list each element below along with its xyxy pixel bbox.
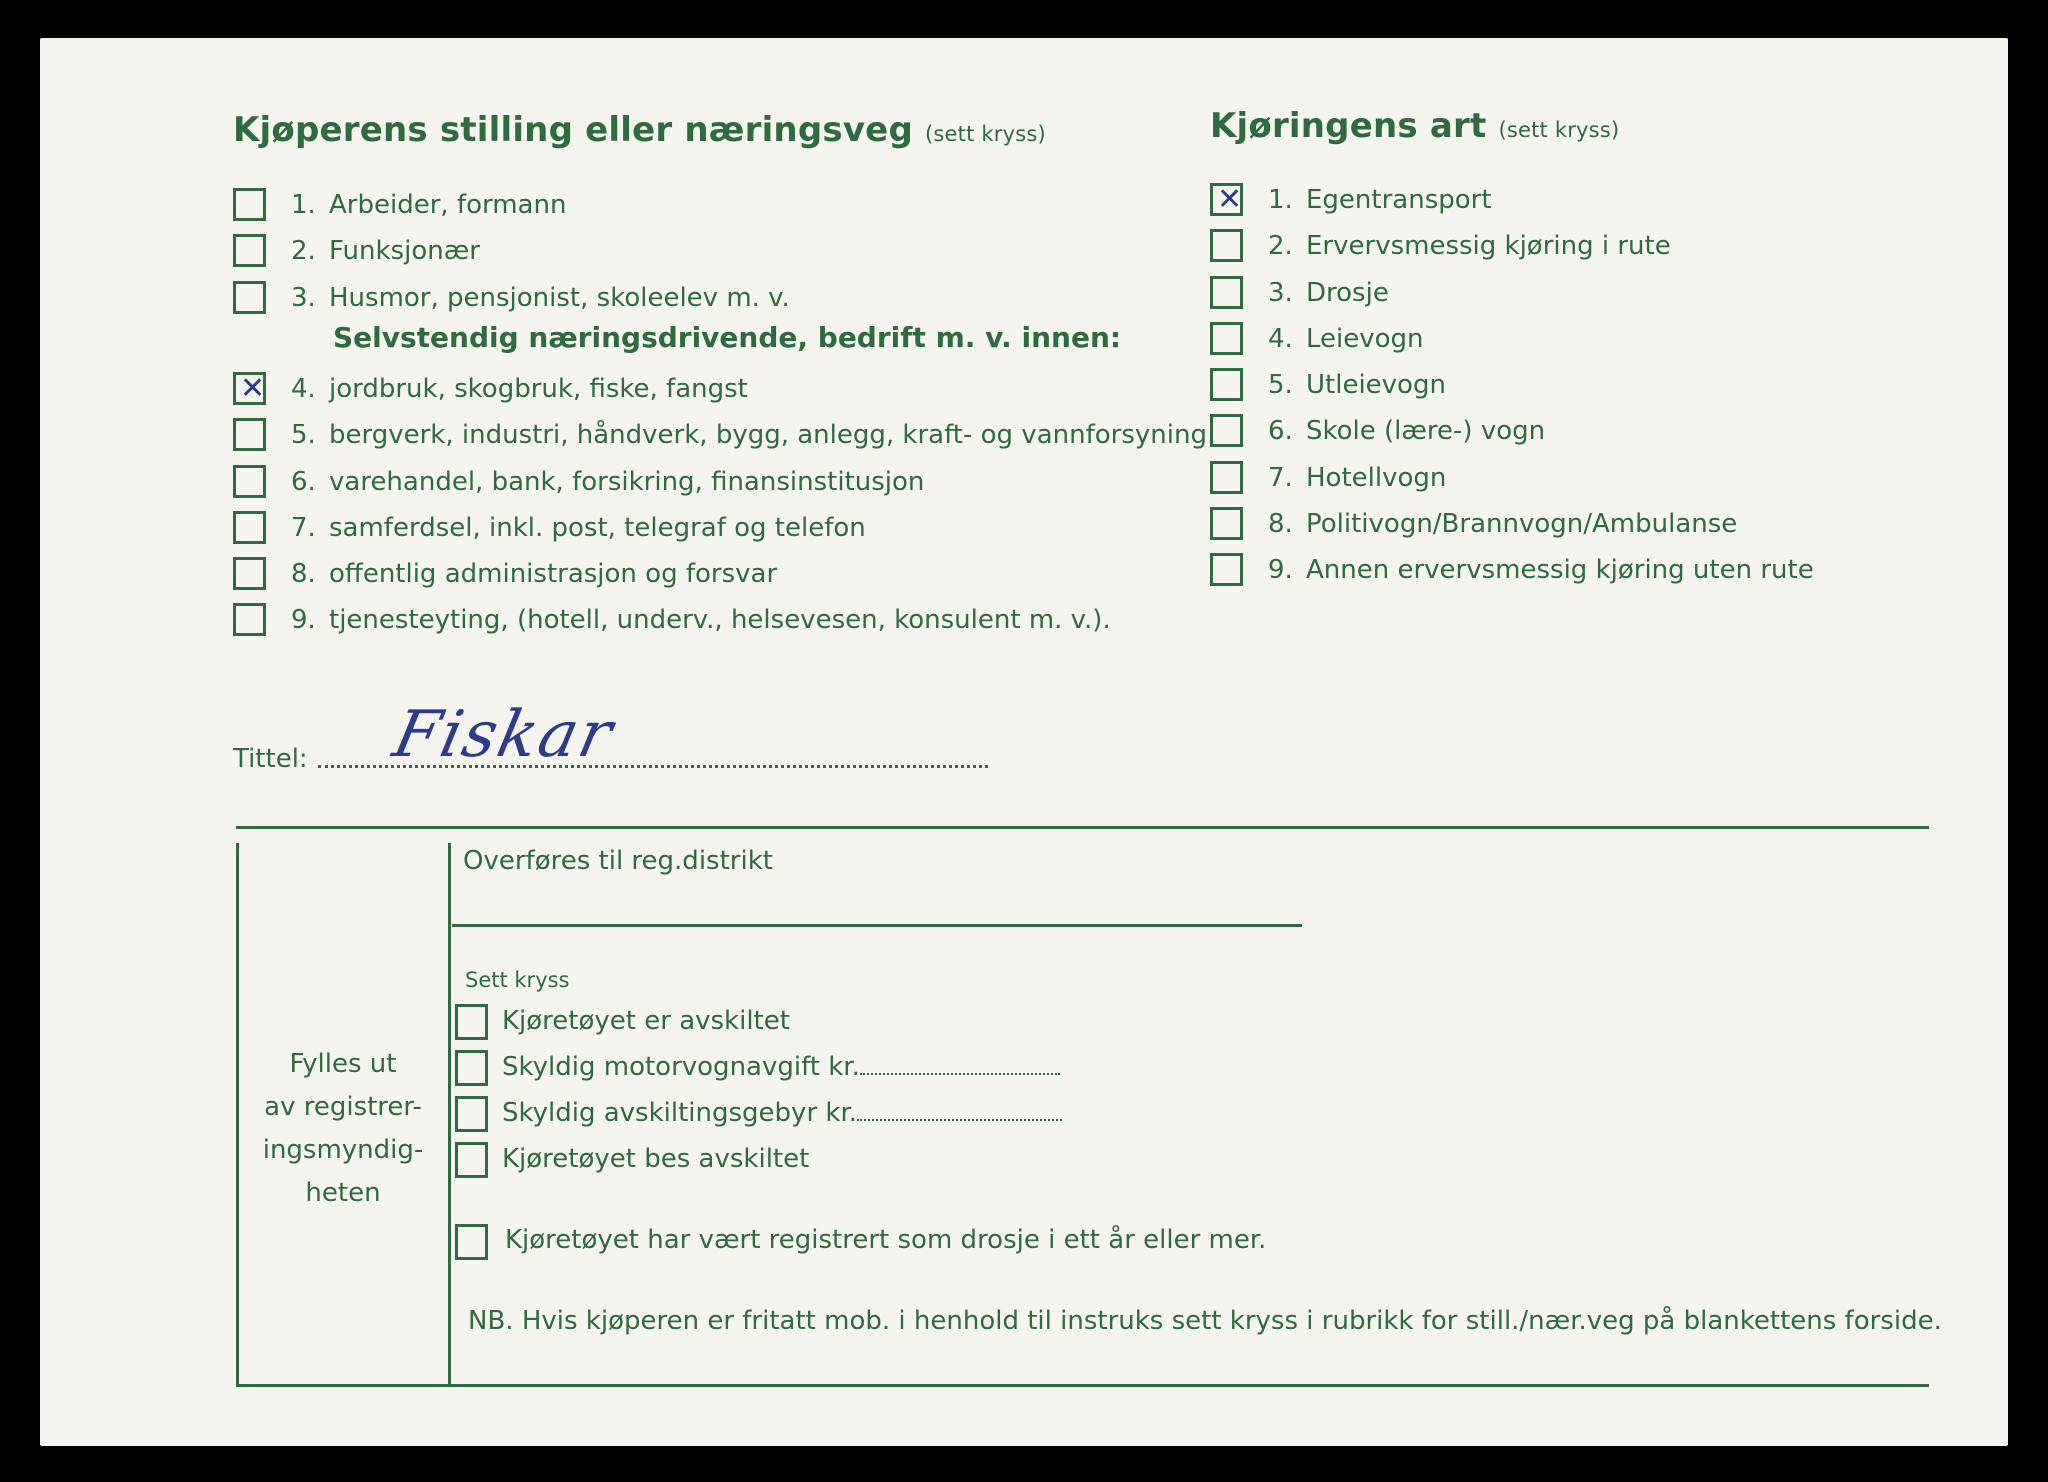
occupation-sector-checkbox-5[interactable] (233, 557, 266, 590)
driving-type-item-1[interactable] (1210, 183, 1970, 229)
occupation-sector-checkbox-1[interactable] (233, 372, 266, 405)
avskiltingsgebyr-label: Skyldig avskiltingsgebyr kr. (502, 1098, 858, 1128)
avskiltingsgebyr-amount-field[interactable] (857, 1119, 1062, 1121)
driving-type-number: 7. (1268, 462, 1293, 493)
motorvognavgift-amount-field[interactable] (860, 1073, 1060, 1075)
occupation-sector-number: 4. (291, 374, 316, 404)
driving-type-heading (1210, 106, 1619, 146)
driving-type-checkbox-7[interactable] (1210, 461, 1243, 494)
avskiltet-label: Kjøretøyet er avskiltet (502, 1006, 790, 1036)
driving-type-number: 6. (1268, 416, 1293, 447)
driving-type-checkbox-1[interactable] (1210, 183, 1243, 216)
occupation-sector-checkbox-3[interactable] (233, 465, 266, 498)
occupation-sector-item-2[interactable] (233, 418, 1233, 464)
self-employed-subheading: Selvstendig næringsdrivende, bedrift m. v. innen: (333, 321, 1122, 354)
tittel-label: Tittel: (233, 744, 308, 774)
bes-avskiltet-label: Kjøretøyet bes avskiltet (502, 1144, 810, 1174)
box-left-border (236, 843, 239, 1387)
occupation-sector-item-5[interactable] (233, 557, 1233, 603)
driving-type-label: Hotellvogn (1306, 462, 1447, 493)
driving-type-title: Kjøringens art (1210, 106, 1487, 146)
form-card (40, 38, 2008, 1446)
occupation-item-3[interactable] (233, 281, 1233, 327)
motorvognavgift-checkbox[interactable] (455, 1050, 488, 1086)
drosje-checkbox[interactable] (455, 1224, 488, 1260)
driving-type-item-7[interactable] (1210, 461, 1970, 507)
occupation-sector-label: jordbruk, skogbruk, fiske, fangst (329, 374, 748, 404)
avskiltingsgebyr-row (502, 1098, 1062, 1128)
driving-type-number: 4. (1268, 323, 1293, 354)
avskiltingsgebyr-checkbox[interactable] (455, 1096, 488, 1132)
occupation-sector-item-6[interactable] (233, 603, 1233, 649)
side-label-line-3: ingsmyndig- (262, 1135, 424, 1165)
driving-type-label: Politivogn/Brannvogn/Ambulanse (1306, 509, 1738, 540)
nb-note: NB. Hvis kjøperen er fritatt mob. i henhold til instruks sett kryss i rubrikk for still./nær.veg på blankettens forside. (468, 1306, 1942, 1336)
buyer-occupation-note: (sett kryss) (924, 122, 1046, 146)
motorvognavgift-label: Skyldig motorvognavgift kr. (502, 1052, 860, 1082)
driving-type-label: Drosje (1306, 277, 1389, 308)
occupation-item-2[interactable] (233, 234, 1233, 280)
driving-type-number: 8. (1268, 509, 1293, 540)
occupation-checkbox-3[interactable] (233, 281, 266, 314)
occupation-number: 1. (291, 190, 316, 220)
driving-type-checkbox-9[interactable] (1210, 553, 1243, 586)
drosje-label: Kjøretøyet har vært registrert som drosje i ett år eller mer. (505, 1225, 1267, 1255)
occupation-sector-number: 5. (291, 420, 316, 451)
side-label-line-2: av registrer- (264, 1092, 422, 1122)
driving-type-list (1210, 183, 1970, 600)
driving-type-label: Ervervsmessig kjøring i rute (1306, 231, 1671, 262)
box-column-divider (448, 843, 451, 1387)
buyer-occupation-title: Kjøperens stilling eller næringsveg (233, 110, 913, 150)
occupation-list-1 (233, 188, 1233, 327)
occupation-sector-item-4[interactable] (233, 511, 1233, 557)
occupation-sector-checkbox-4[interactable] (233, 511, 266, 544)
driving-type-label: Egentransport (1306, 185, 1492, 215)
occupation-sector-label: varehandel, bank, forsikring, finansinstitusjon (329, 466, 925, 497)
check-mark-icon: ✕ (240, 371, 266, 406)
occupation-sector-checkbox-2[interactable] (233, 418, 266, 451)
side-label-line-1: Fylles ut (289, 1049, 397, 1079)
driving-type-number: 9. (1268, 555, 1293, 586)
driving-type-label: Skole (lære-) vogn (1306, 416, 1546, 447)
side-label-line-4: heten (305, 1178, 381, 1208)
driving-type-label: Utleievogn (1306, 370, 1446, 401)
tittel-handwritten-value[interactable]: Fiskar (387, 698, 621, 772)
transfer-district-line[interactable] (452, 924, 1302, 927)
occupation-sector-label: samferdsel, inkl. post, telegraf og telefon (329, 512, 866, 543)
driving-type-checkbox-4[interactable] (1210, 322, 1243, 355)
occupation-number: 3. (291, 282, 316, 313)
box-bottom-border (236, 1384, 1929, 1387)
occupation-number: 2. (291, 236, 316, 267)
occupation-sector-label: tjenesteyting, (hotell, underv., helsevesen, konsulent m. v.). (329, 605, 1111, 636)
driving-type-checkbox-3[interactable] (1210, 276, 1243, 309)
driving-type-checkbox-6[interactable] (1210, 414, 1243, 447)
driving-type-item-8[interactable] (1210, 507, 1970, 553)
avskiltet-checkbox[interactable] (455, 1004, 488, 1040)
driving-type-item-5[interactable] (1210, 368, 1970, 414)
driving-type-checkbox-2[interactable] (1210, 229, 1243, 262)
occupation-sector-item-1[interactable] (233, 372, 1233, 418)
occupation-sector-number: 9. (291, 605, 316, 636)
sett-kryss-label: Sett kryss (465, 968, 570, 992)
buyer-occupation-heading (233, 110, 1046, 150)
driving-type-number: 3. (1268, 277, 1293, 308)
occupation-label: Arbeider, formann (329, 190, 567, 220)
occupation-sector-number: 7. (291, 512, 316, 543)
motorvognavgift-row (502, 1052, 1060, 1082)
driving-type-number: 1. (1268, 185, 1293, 215)
occupation-sector-label: offentlig administrasjon og forsvar (329, 559, 778, 590)
bes-avskiltet-checkbox[interactable] (455, 1142, 488, 1178)
driving-type-label: Leievogn (1306, 323, 1424, 354)
driving-type-item-4[interactable] (1210, 322, 1970, 368)
occupation-item-1[interactable] (233, 188, 1233, 234)
driving-type-number: 5. (1268, 370, 1293, 401)
driving-type-note: (sett kryss) (1498, 118, 1620, 142)
driving-type-item-3[interactable] (1210, 276, 1970, 322)
registry-authority-label (243, 1043, 443, 1215)
occupation-checkbox-1[interactable] (233, 188, 266, 221)
check-mark-icon: ✕ (1217, 182, 1243, 217)
driving-type-checkbox-5[interactable] (1210, 368, 1243, 401)
driving-type-item-2[interactable] (1210, 229, 1970, 275)
occupation-checkbox-2[interactable] (233, 234, 266, 267)
occupation-sector-number: 6. (291, 466, 316, 497)
box-top-border (236, 826, 1929, 829)
transfer-district-label: Overføres til reg.distrikt (463, 846, 773, 876)
driving-type-item-9[interactable] (1210, 553, 1970, 599)
occupation-sector-number: 8. (291, 559, 316, 590)
driving-type-label: Annen ervervsmessig kjøring uten rute (1306, 555, 1814, 586)
occupation-label: Husmor, pensjonist, skoleelev m. v. (329, 282, 790, 313)
occupation-list-2 (233, 372, 1233, 650)
occupation-sector-label: bergverk, industri, håndverk, bygg, anlegg, kraft- og vannforsyning (329, 420, 1207, 451)
driving-type-number: 2. (1268, 231, 1293, 262)
occupation-label: Funksjonær (329, 236, 480, 267)
occupation-sector-checkbox-6[interactable] (233, 603, 266, 636)
driving-type-item-6[interactable] (1210, 414, 1970, 460)
occupation-sector-item-3[interactable] (233, 465, 1233, 511)
driving-type-checkbox-8[interactable] (1210, 507, 1243, 540)
